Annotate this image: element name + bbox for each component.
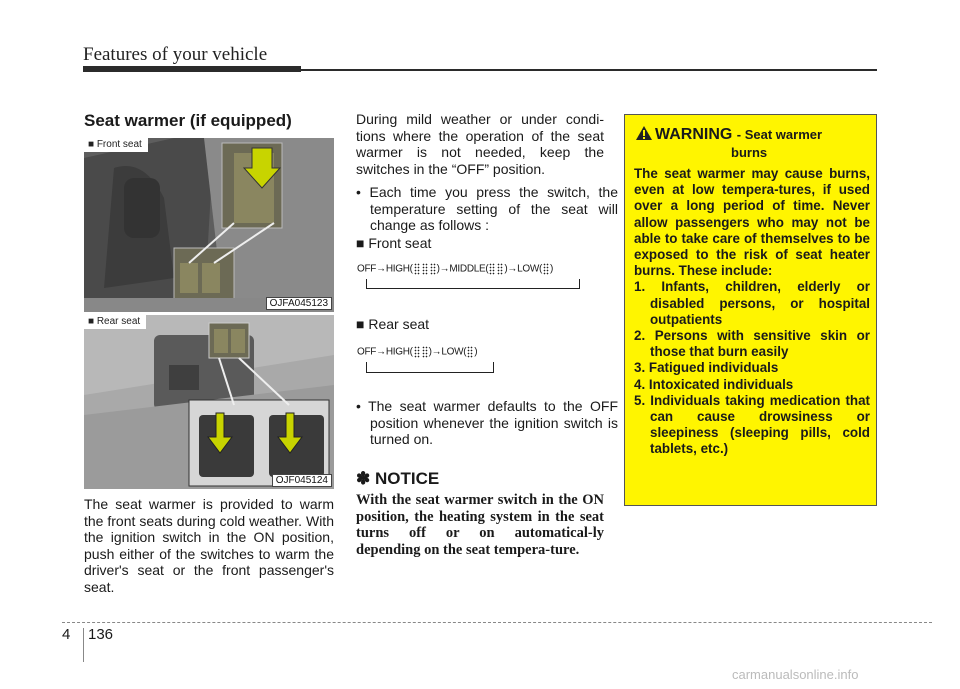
seq-end: ): [550, 263, 554, 275]
intro-paragraph: The seat warmer is provided to warm the front seats during cold weather. With the ignition switch in the ON position, push either of the switches to warm the driver's seat or the front passenger's seat.: [84, 496, 334, 595]
warning-intro: The seat warmer may cause burns, even at low tempera-tures, if used over a long period of time. Never allow passengers who may not be able to take care of themselves to be exposed to the risk of seat heater burns. These include:: [634, 166, 870, 279]
heat-level-icon: [422, 263, 428, 275]
footer-rule: [62, 622, 932, 623]
seq-high: HIGH(: [385, 346, 413, 358]
notice-text: With the seat warmer switch in the ON position, the heating system in the seat turns off or on automatical-ly depending on the seat tempera-ture.: [356, 492, 604, 558]
page-header-title: Features of your vehicle: [83, 44, 268, 65]
rear-seat-illustration: [84, 315, 334, 489]
heat-level-icon: [543, 263, 549, 275]
heat-level-icon: [414, 346, 420, 358]
warning-item: 4. Intoxicated individuals: [634, 376, 794, 392]
default-off-bullet: • The seat warmer defaults to the OFF position whenever the ignition switch is turned on.: [356, 398, 618, 447]
rear-seat-figure-label: ■ Rear seat: [84, 315, 146, 329]
warning-heading: [655, 126, 875, 144]
heat-level-icon: [430, 263, 436, 275]
seq-low: )→LOW(: [504, 263, 543, 275]
heat-level-icon: [467, 346, 473, 358]
warning-item: 2. Persons with sensitive skin or those that burn easily: [634, 328, 870, 360]
switch-press-bullet: • Each time you press the switch, the temperature setting of the seat will change as follows :: [356, 184, 618, 233]
footer-divider: [83, 628, 84, 662]
warning-item: 1. Infants, children, elderly or disabled persons, or hospital outpatients: [634, 279, 870, 327]
heat-level-icon: [422, 346, 428, 358]
warning-triangle-icon: [635, 125, 653, 141]
front-seat-illustration: [84, 138, 334, 312]
chapter-number: 4: [62, 626, 71, 643]
front-seat-figure: [84, 138, 334, 312]
warning-item: 3. Fatigued individuals: [634, 360, 779, 376]
watermark: carmanualsonline.info: [732, 667, 859, 682]
seq-low: )→LOW(: [428, 346, 467, 358]
warning-subtitle-2: burns: [731, 145, 768, 160]
seq-middle: )→MIDDLE(: [436, 263, 489, 275]
heat-level-icon: [497, 263, 503, 275]
warning-box: [624, 114, 877, 506]
front-seat-figure-code: OJFA045123: [266, 297, 332, 310]
warning-title: WARNING: [655, 126, 733, 143]
front-seat-label: ■ Front seat: [356, 235, 432, 251]
header-bar: [83, 66, 301, 72]
seq-off: OFF: [357, 346, 377, 358]
front-seat-figure-label: ■ Front seat: [84, 138, 148, 152]
rear-seat-sequence: [357, 346, 477, 358]
rear-seat-figure-code: OJF045124: [272, 474, 332, 487]
rear-seat-label: ■ Rear seat: [356, 316, 430, 332]
warning-subtitle: - Seat warmer: [736, 127, 823, 142]
section-title: Seat warmer (if equipped): [84, 111, 292, 130]
heat-level-icon: [414, 263, 420, 275]
rear-seat-figure: [84, 315, 334, 489]
page-number: 136: [88, 626, 114, 643]
front-seq-loop-arrow: [366, 279, 580, 289]
header-rule: [301, 69, 877, 71]
seq-arrow: →: [376, 346, 386, 358]
mild-weather-paragraph: During mild weather or under condi-tions where the operation of the seat warmer is not needed, keep the switches in the “OFF” position.: [356, 111, 604, 177]
warning-item: 5. Individuals taking medication that can cause drowsiness or sleepiness (sleeping pills, cold tablets, etc.): [634, 392, 870, 457]
rear-seq-loop-arrow: [366, 362, 494, 373]
seq-end: ): [474, 346, 478, 358]
heat-level-icon: [489, 263, 495, 275]
front-seat-sequence: [357, 263, 553, 275]
notice-title: ✽ NOTICE: [356, 469, 440, 488]
seq-off: OFF: [357, 263, 377, 275]
seq-high: HIGH(: [385, 263, 413, 275]
warning-body: [634, 166, 870, 458]
seq-arrow: →: [376, 263, 386, 275]
